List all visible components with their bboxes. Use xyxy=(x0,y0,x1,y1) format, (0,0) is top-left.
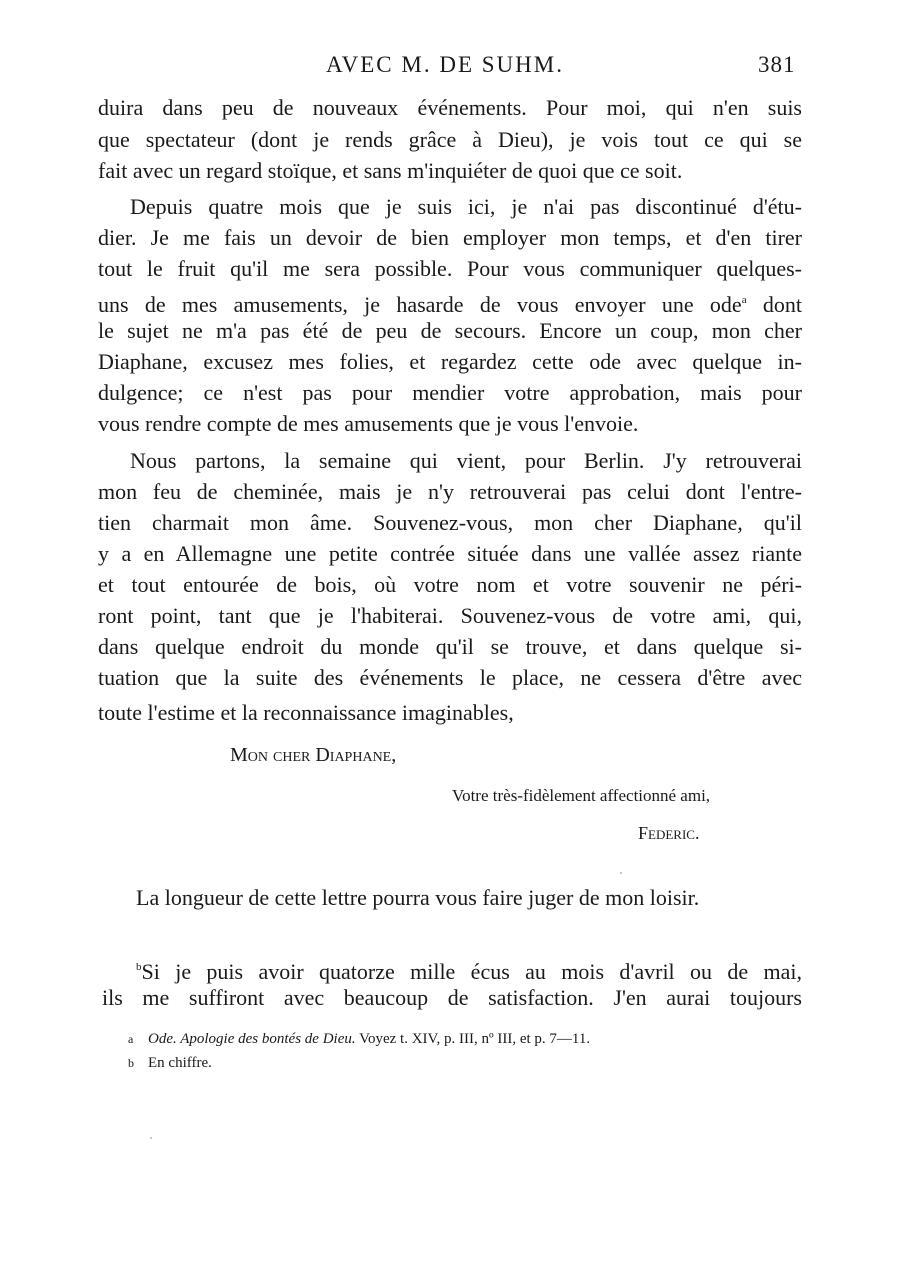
body-line: duira dans peu de nouveaux événements. Pour moi, qui n'en suis xyxy=(98,95,802,120)
page-number: 381 xyxy=(758,52,796,77)
body-line: mon feu de cheminée, mais je n'y retrouverai pas celui dont l'entre- xyxy=(98,479,802,504)
body-line-text: uns de mes amusements, je hasarde de vous envoyer une ode xyxy=(98,292,742,317)
running-head-title: AVEC M. DE SUHM. xyxy=(326,52,564,77)
body-line: fait avec un regard stoïque, et sans m'inquiéter de quoi que ce soit. xyxy=(98,158,683,183)
footnote-marker-a: a xyxy=(741,294,747,306)
body-line: Nous partons, la semaine qui vient, pour Berlin. J'y retrouverai xyxy=(130,448,802,473)
footnote-text: Voyez t. XIV, p. III, nº III, et p. 7—11. xyxy=(359,1031,591,1047)
body-line: et tout entourée de bois, où votre nom et votre souvenir ne péri- xyxy=(98,572,802,597)
body-line: dier. Je me fais un devoir de bien employer mon temps, et d'en tirer xyxy=(98,225,802,250)
footnote-marker-b: b xyxy=(136,961,142,973)
body-line: Depuis quatre mois que je suis ici, je n'ai pas discontinué d'étu- xyxy=(130,194,802,219)
body-line: que spectateur (dont je rends grâce à Dieu), je vois tout ce qui se xyxy=(98,127,802,152)
body-line: dulgence; ce n'est pas pour mendier votre approbation, mais pour xyxy=(98,380,802,405)
closing-formula: Votre très-fidèlement affectionné ami, xyxy=(452,786,711,805)
footnote-mark: b xyxy=(128,1056,134,1070)
body-line: toute l'estime et la reconnaissance imaginables, xyxy=(98,700,514,725)
footnote-b xyxy=(128,1055,212,1072)
body-line: ront point, tant que je l'habiterai. Souvenez-vous de votre ami, qui, xyxy=(98,603,802,628)
body-line: tout le fruit qu'il me sera possible. Pour vous communiquer quelques- xyxy=(98,256,802,281)
body-line-with-footnote xyxy=(98,285,802,315)
postscript-line xyxy=(136,952,802,982)
body-line: dans quelque endroit du monde qu'il se trouve, et dans quelque si- xyxy=(98,634,802,659)
body-line: le sujet ne m'a pas été de peu de secours. Encore un coup, mon cher xyxy=(98,318,802,343)
body-line: Diaphane, excusez mes folies, et regardez cette ode avec quelque in- xyxy=(98,349,802,374)
body-line-tail: dont xyxy=(762,292,802,317)
signature: Federic. xyxy=(638,823,700,843)
footnote-text: En chiffre. xyxy=(148,1055,212,1071)
body-line: vous rendre compte de mes amusements que je vous l'envoie. xyxy=(98,411,639,436)
postscript-line: ils me suffiront avec beaucoup de satisfaction. J'en aurai toujours xyxy=(102,985,802,1010)
running-head xyxy=(0,52,900,82)
postscript-text: Si je puis avoir quatorze mille écus au mois d'avril ou de mai, xyxy=(141,959,802,984)
salutation: Mon cher Diaphane, xyxy=(230,744,397,766)
footnote-a xyxy=(128,1031,590,1048)
paper-speck xyxy=(150,1137,152,1139)
postscript-note: La longueur de cette lettre pourra vous faire juger de mon loisir. xyxy=(136,885,700,910)
footnote-mark: a xyxy=(128,1032,134,1046)
body-line: tuation que la suite des événements le place, ne cessera d'être avec xyxy=(98,665,802,690)
footnote-title: Ode. Apologie des bontés de Dieu. xyxy=(148,1031,356,1047)
paper-speck xyxy=(620,872,622,874)
body-line: y a en Allemagne une petite contrée située dans une vallée assez riante xyxy=(98,541,802,566)
body-line: tien charmait mon âme. Souvenez-vous, mon cher Diaphane, qu'il xyxy=(98,510,802,535)
